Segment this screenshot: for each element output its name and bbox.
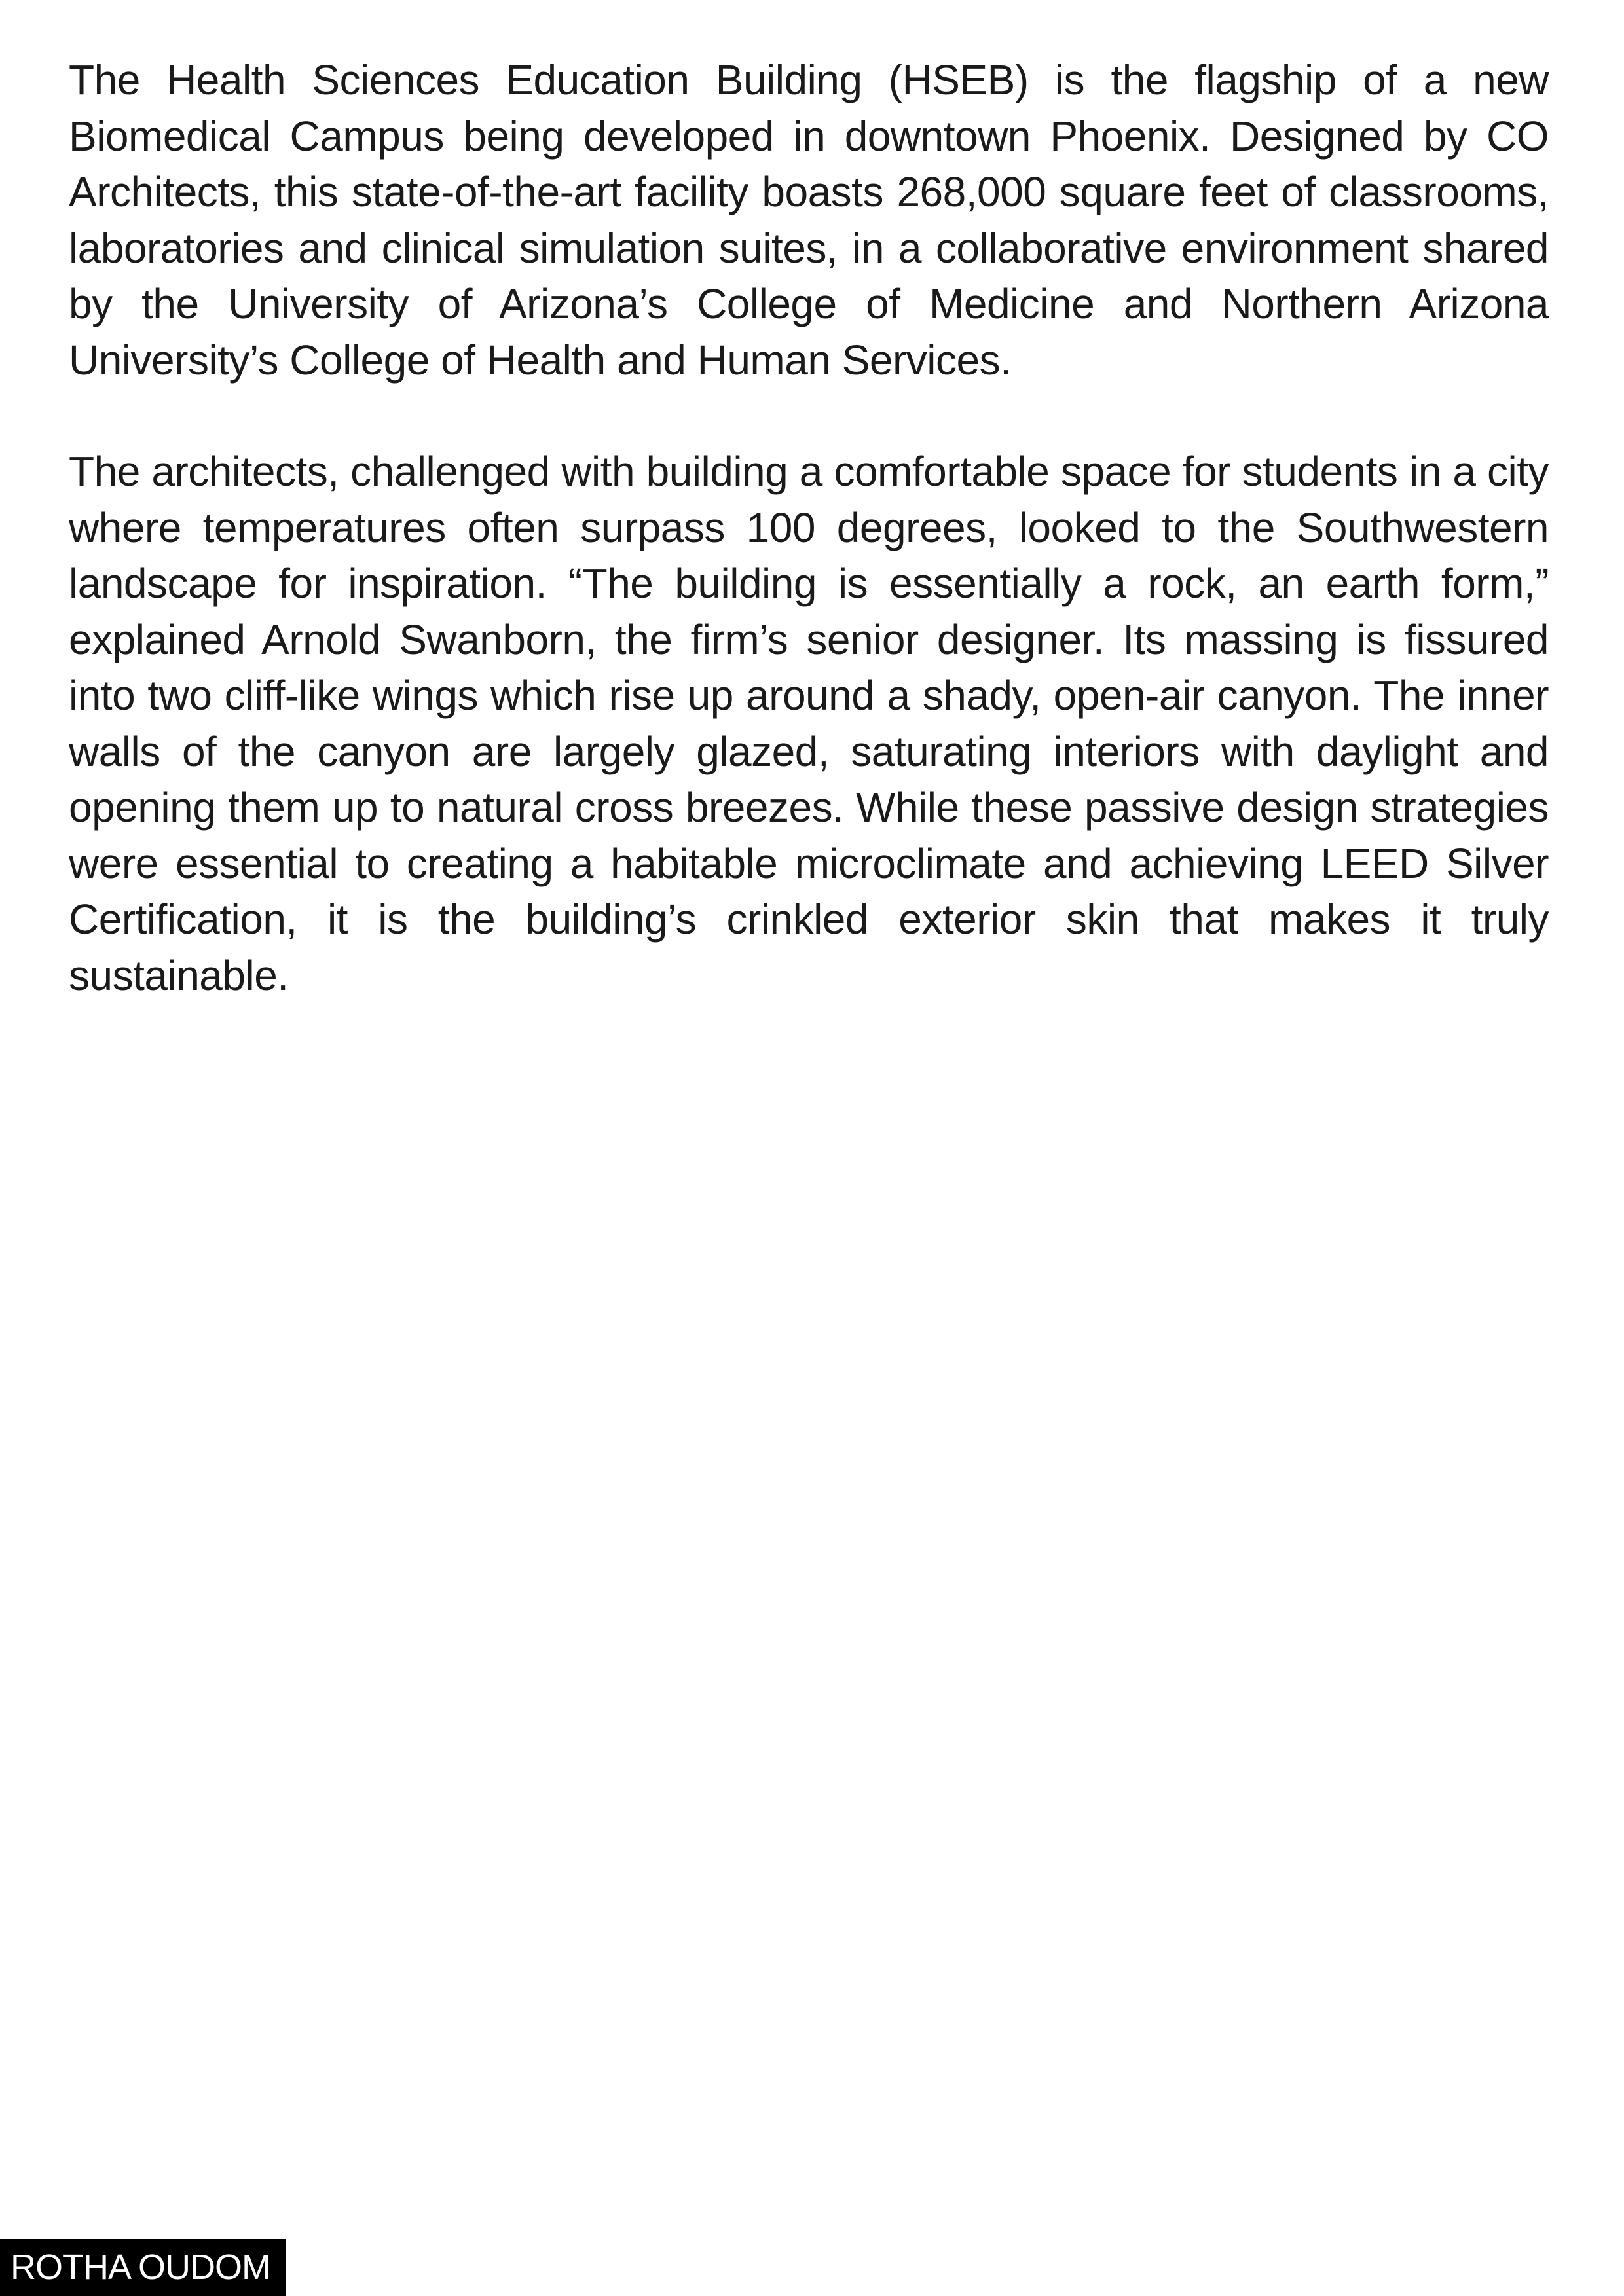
paragraph-intro: The Health Sciences Education Building (HSEB) is the flagship of a new Biomedical Campus being developed in downtown Phoenix. Designed by CO Architects, this state-of-the-art facility boasts 268,000 square feet of classrooms, laboratories and clinical simulation suites, in a collaborative environment shared by the University of Arizona’s College of Medicine and Northern Arizona University’s College of Health and Human Services.	[69, 56, 1549, 384]
body-text	[69, 52, 1549, 1004]
paragraph-design: The architects, challenged with building a comfortable space for students in a city where temperatures often surpass 100 degrees, looked to the Southwestern landscape for inspiration. “The building is essentially a rock, an earth form,” explained Arnold Swanborn, the firm’s senior designer. Its massing is fissured into two cliff-like wings which rise up around a shady, open-air canyon. The inner walls of the canyon are largely glazed, saturating interiors with daylight and opening them up to natural cross breezes. While these passive design strategies were essential to creating a habitable microclimate and achieving LEED Silver Certification, it is the building’s crinkled exterior skin that makes it truly sustainable.	[69, 448, 1549, 999]
author-tag: ROTHA OUDOM	[0, 2239, 286, 2296]
